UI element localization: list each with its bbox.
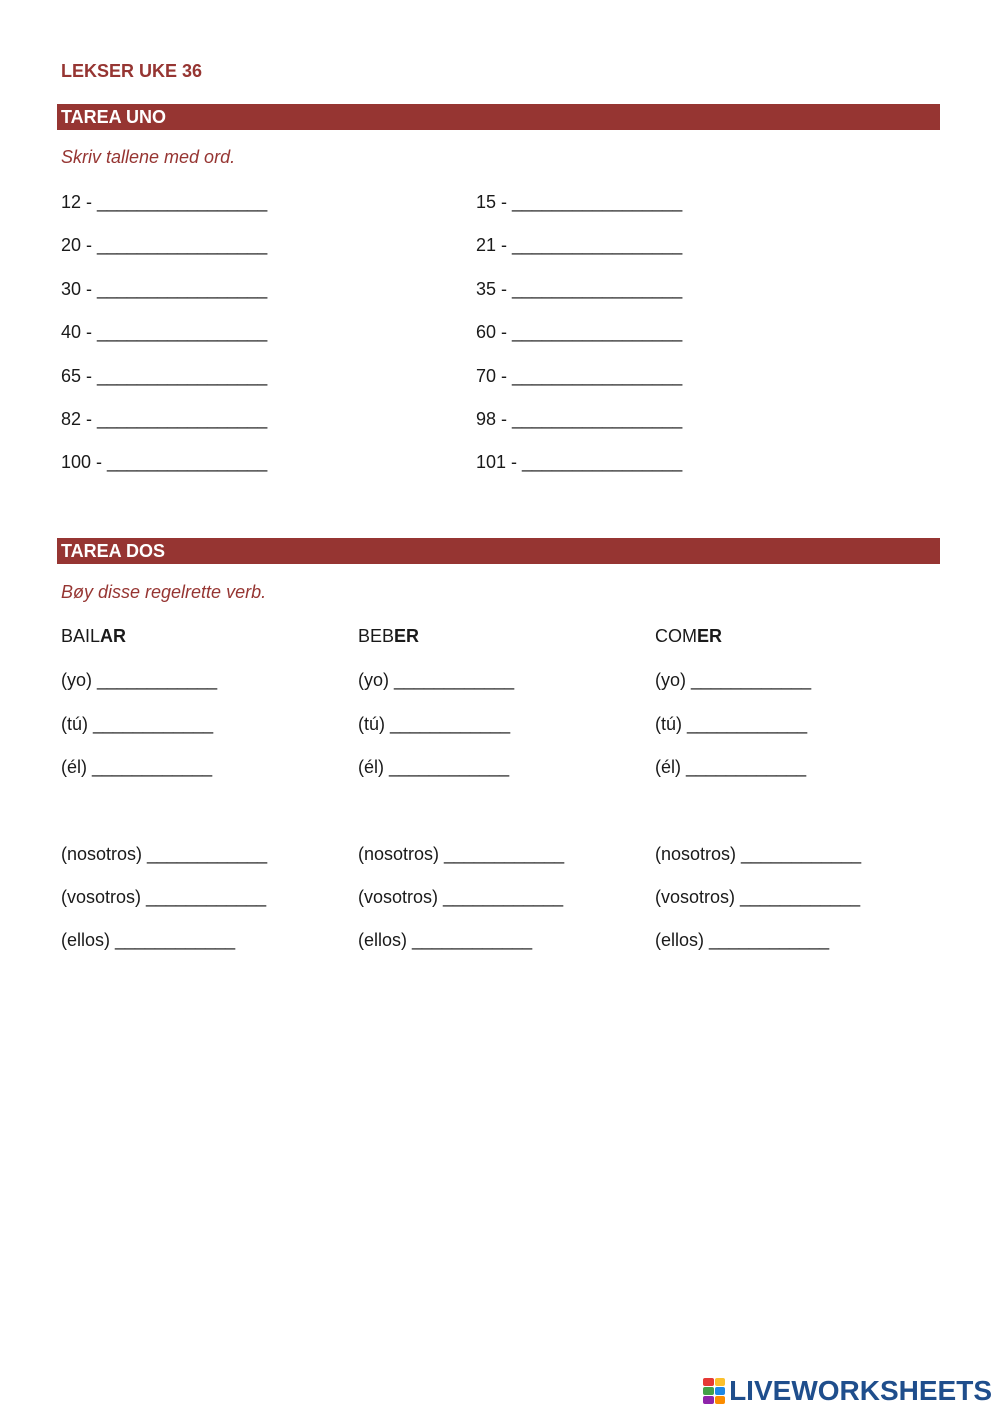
conjugation-tu[interactable]: (tú) ____________ — [61, 714, 214, 734]
logo-text: LIVEWORKSHEETS — [729, 1375, 992, 1406]
instruction-tarea-uno: Skriv tallene med ord. — [61, 147, 236, 167]
verb-ending: ER — [394, 626, 420, 646]
conjugation-el[interactable]: (él) ____________ — [61, 757, 213, 777]
conjugation-nosotros[interactable]: (nosotros) ____________ — [61, 844, 268, 864]
conjugation-vosotros[interactable]: (vosotros) ____________ — [61, 887, 267, 907]
conjugation-vosotros[interactable]: (vosotros) ____________ — [655, 887, 861, 907]
logo-square — [703, 1378, 714, 1386]
liveworksheets-logo-icon — [703, 1378, 725, 1404]
number-row-right[interactable]: 60 - _________________ — [476, 322, 683, 342]
number-row-left[interactable]: 100 - ________________ — [61, 452, 268, 472]
instruction-tarea-dos: Bøy disse regelrette verb. — [61, 582, 267, 602]
verb-ending: AR — [100, 626, 127, 646]
number-row-right[interactable]: 101 - ________________ — [476, 452, 683, 472]
number-row-right[interactable]: 15 - _________________ — [476, 192, 683, 212]
conjugation-yo[interactable]: (yo) ____________ — [61, 670, 218, 690]
logo-square — [715, 1378, 726, 1386]
conjugation-ellos[interactable]: (ellos) ____________ — [358, 930, 533, 950]
number-row-right[interactable]: 98 - _________________ — [476, 409, 683, 429]
verb-heading-beber — [358, 626, 419, 647]
conjugation-tu[interactable]: (tú) ____________ — [655, 714, 808, 734]
number-row-left[interactable]: 82 - _________________ — [61, 409, 268, 429]
conjugation-vosotros[interactable]: (vosotros) ____________ — [358, 887, 564, 907]
conjugation-yo[interactable]: (yo) ____________ — [358, 670, 515, 690]
number-row-left[interactable]: 65 - _________________ — [61, 366, 268, 386]
verb-stem: BAIL — [61, 626, 101, 646]
logo-square — [715, 1387, 726, 1395]
liveworksheets-logo — [703, 1375, 992, 1407]
conjugation-el[interactable]: (él) ____________ — [358, 757, 510, 777]
number-row-left[interactable]: 30 - _________________ — [61, 279, 268, 299]
number-row-left[interactable]: 40 - _________________ — [61, 322, 268, 342]
number-row-left[interactable]: 20 - _________________ — [61, 235, 268, 255]
conjugation-nosotros[interactable]: (nosotros) ____________ — [655, 844, 862, 864]
number-row-left[interactable]: 12 - _________________ — [61, 192, 268, 212]
verb-stem: BEB — [358, 626, 395, 646]
number-row-right[interactable]: 35 - _________________ — [476, 279, 683, 299]
verb-heading-comer — [655, 626, 722, 647]
logo-square — [715, 1396, 726, 1404]
verb-ending: ER — [697, 626, 723, 646]
number-row-right[interactable]: 70 - _________________ — [476, 366, 683, 386]
logo-square — [703, 1387, 714, 1395]
conjugation-nosotros[interactable]: (nosotros) ____________ — [358, 844, 565, 864]
conjugation-el[interactable]: (él) ____________ — [655, 757, 807, 777]
number-row-right[interactable]: 21 - _________________ — [476, 235, 683, 255]
conjugation-tu[interactable]: (tú) ____________ — [358, 714, 511, 734]
section-header-tarea-uno: TAREA UNO — [57, 104, 940, 130]
verb-stem: COM — [655, 626, 697, 646]
verb-heading-bailar — [61, 626, 126, 647]
conjugation-yo[interactable]: (yo) ____________ — [655, 670, 812, 690]
conjugation-ellos[interactable]: (ellos) ____________ — [655, 930, 830, 950]
logo-square — [703, 1396, 714, 1404]
page-title: LEKSER UKE 36 — [61, 61, 203, 81]
section-header-tarea-dos: TAREA DOS — [57, 538, 940, 564]
conjugation-ellos[interactable]: (ellos) ____________ — [61, 930, 236, 950]
